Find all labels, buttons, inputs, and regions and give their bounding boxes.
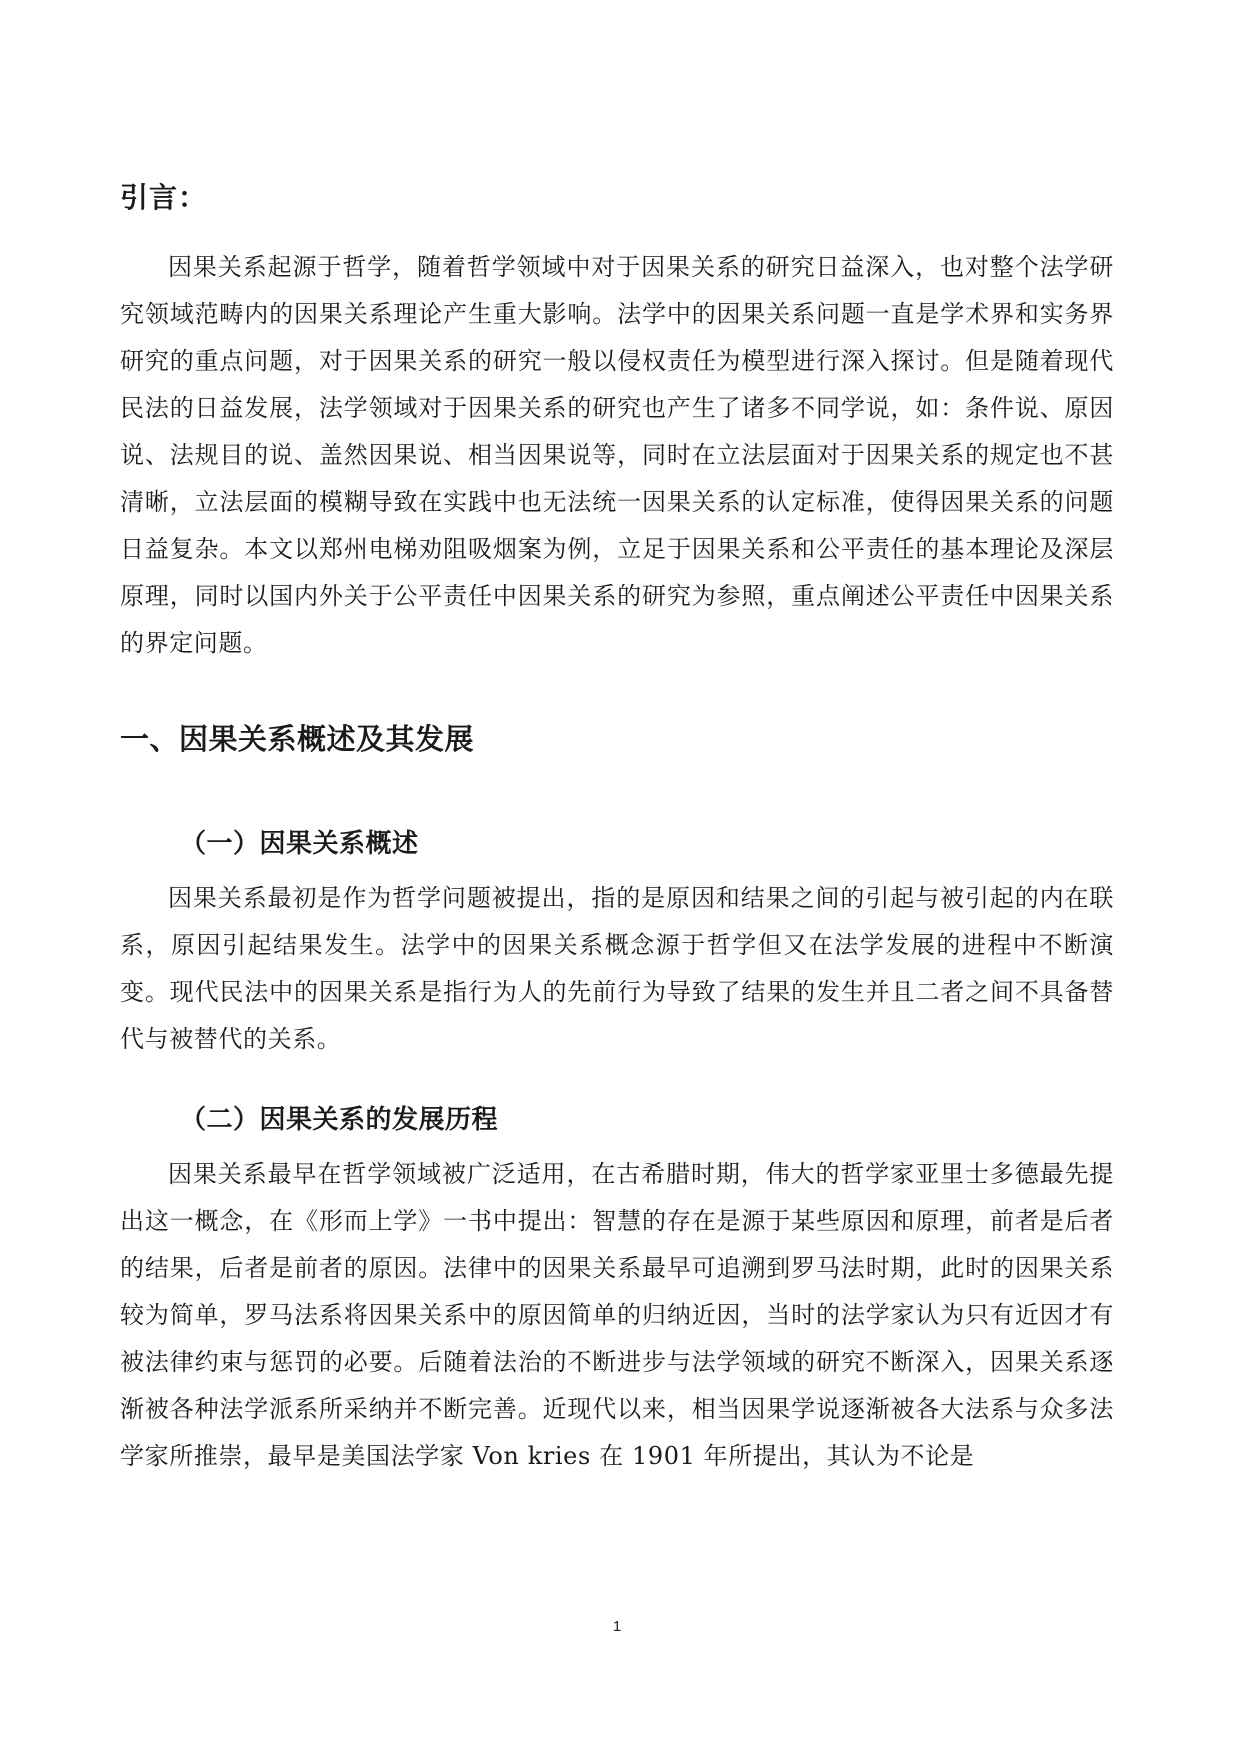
- subsection-2-paragraph: 因果关系最早在哲学领域被广泛适用，在古希腊时期，伟大的哲学家亚里士多德最先提出这一概念，在《形而上学》一书中提出：智慧的存在是源于某些原因和原理，前者是后者的结果，后者是前者的原因。法律中的因果关系最早可追溯到罗马法时期，此时的因果关系较为简单，罗马法系将因果关系中的原因简单的归纳近因，当时的法学家认为只有近因才有被法律约束与惩罚的必要。后随着法治的不断进步与法学领域的研究不断深入，因果关系逐渐被各种法学派系所采纳并不断完善。近现代以来，相当因果学说逐渐被各大法系与众多法学家所推崇，最早是美国法学家 Von kries 在 1901 年所提出，其认为不论是: [120, 1160, 1114, 1470]
- section-heading-1: 一、因果关系概述及其发展: [120, 722, 475, 756]
- intro-paragraph: 因果关系起源于哲学，随着哲学领域中对于因果关系的研究日益深入，也对整个法学研究领域范畴内的因果关系理论产生重大影响。法学中的因果关系问题一直是学术界和实务界研究的重点问题，对于因果关系的研究一般以侵权责任为模型进行深入探讨。但是随着现代民法的日益发展，法学领域对于因果关系的研究也产生了诸多不同学说，如：条件说、原因说、法规目的说、盖然因果说、相当因果说等，同时在立法层面对于因果关系的规定也不甚清晰，立法层面的模糊导致在实践中也无法统一因果关系的认定标准，使得因果关系的问题日益复杂。本文以郑州电梯劝阻吸烟案为例，立足于因果关系和公平责任的基本理论及深层原理，同时以国内外关于公平责任中因果关系的研究为参照，重点阐述公平责任中因果关系的界定问题。: [120, 253, 1114, 657]
- intro-heading: 引言：: [120, 181, 208, 214]
- subsection-heading-1: （一）因果关系概述: [180, 829, 419, 859]
- page-number: 1: [612, 1618, 622, 1635]
- subsection-heading-2: （二）因果关系的发展历程: [180, 1105, 499, 1135]
- subsection-1-paragraph: 因果关系最初是作为哲学问题被提出，指的是原因和结果之间的引起与被引起的内在联系，原因引起结果发生。法学中的因果关系概念源于哲学但又在法学发展的进程中不断演变。现代民法中的因果关系是指行为人的先前行为导致了结果的发生并且二者之间不具备替代与被替代的关系。: [120, 884, 1114, 1053]
- page-content: [120, 178, 1114, 1480]
